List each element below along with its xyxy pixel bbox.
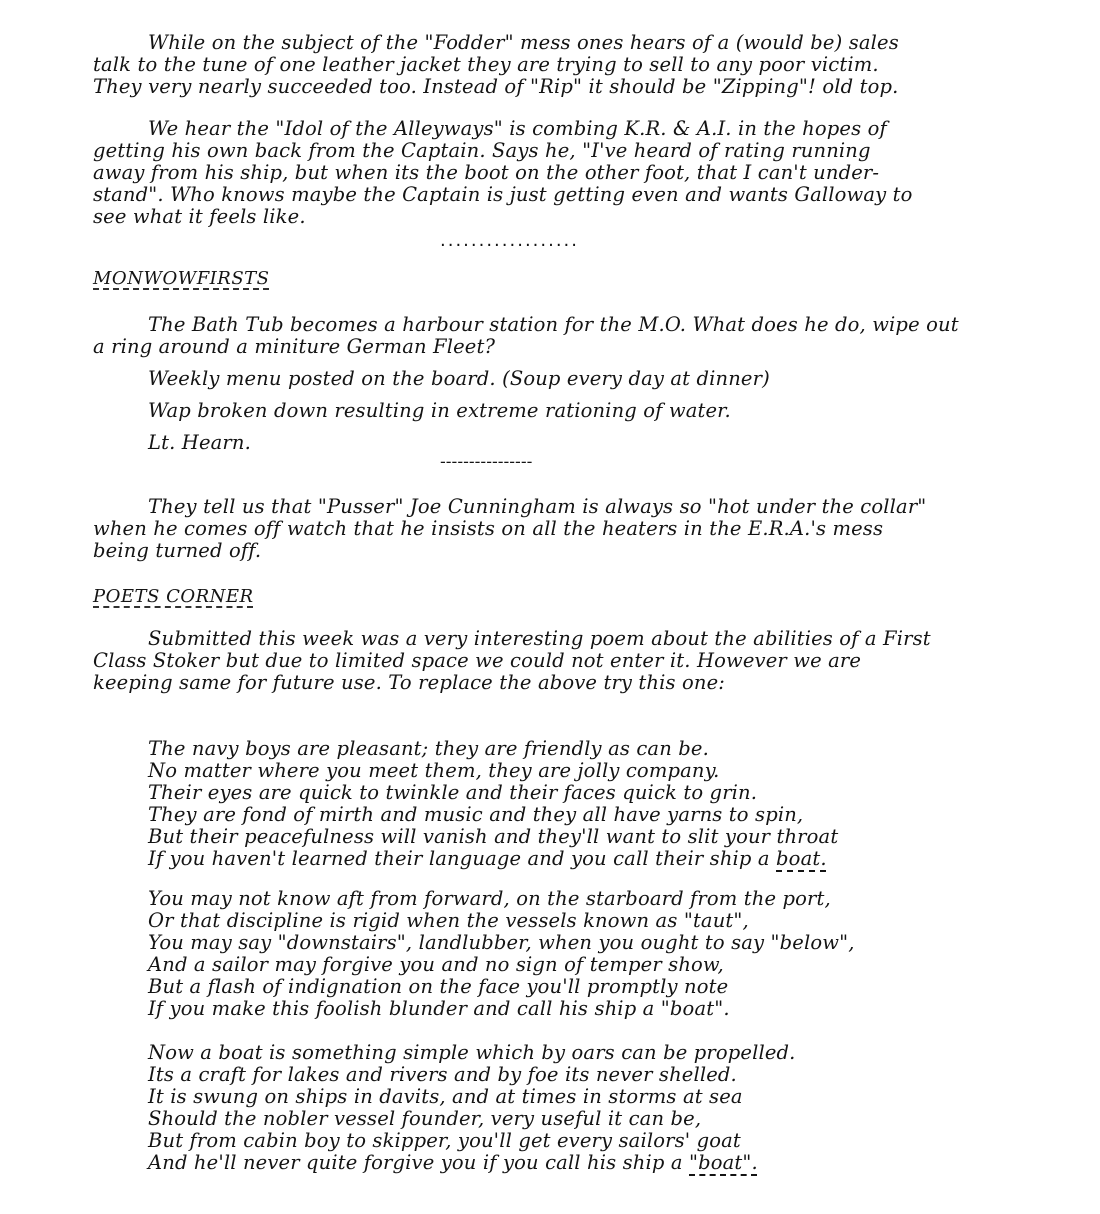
- poem-line: They are fond of mirth and music and they all have yarns to spin,: [148, 803, 804, 826]
- poem-line: Should the nobler vessel founder, very useful it can be,: [148, 1107, 702, 1130]
- poem-line: But a flash of indignation on the face you'll promptly note: [148, 975, 729, 998]
- text-line: They very nearly succeeded too. Instead of "Rip" it should be "Zipping"! old top.: [93, 75, 899, 98]
- poem-line: The navy boys are pleasant; they are friendly as can be.: [148, 737, 709, 760]
- poem-line-text: If you haven't learned their language and you call their ship a: [148, 847, 770, 870]
- text-line: away from his ship, but when its the boot on the other foot, that I can't under-: [93, 161, 880, 184]
- poem-line: [148, 848, 827, 870]
- text-line: being turned off.: [93, 539, 262, 562]
- text-line: talk to the tune of one leather jacket they are trying to sell to any poor victim.: [93, 53, 879, 76]
- list-item: Wap broken down resulting in extreme rationing of water.: [148, 399, 731, 422]
- poem-line: But from cabin boy to skipper, you'll get every sailors' goat: [148, 1129, 741, 1152]
- poem-line: You may say "downstairs", landlubber, when you ought to say "below",: [148, 931, 855, 954]
- text-line: stand". Who knows maybe the Captain is just getting even and wants Galloway to: [93, 183, 913, 206]
- text-line: They tell us that "Pusser" Joe Cunningham is always so "hot under the collar": [148, 495, 927, 518]
- dotted-separator: ..................: [440, 230, 579, 251]
- dashed-separator: ----------------: [440, 452, 533, 471]
- section-heading-monwowfirsts: MONWOWFIRSTS: [93, 268, 270, 289]
- text-line: Submitted this week was a very interesting poem about the abilities of a First: [148, 627, 931, 650]
- text-line: a ring around a miniture German Fleet?: [93, 335, 496, 358]
- text-line: While on the subject of the "Fodder" mess ones hears of a (would be) sales: [148, 31, 899, 54]
- list-item: Lt. Hearn.: [148, 431, 251, 454]
- poem-line: But their peacefulness will vanish and they'll want to slit your throat: [148, 825, 839, 848]
- text-line: when he comes off watch that he insists on all the heaters in the E.R.A.'s mess: [93, 517, 884, 540]
- poem-line: It is swung on ships in davits, and at times in storms at sea: [148, 1085, 743, 1108]
- list-item: Weekly menu posted on the board. (Soup every day at dinner): [148, 367, 770, 390]
- poem-line: If you make this foolish blunder and call his ship a "boat".: [148, 997, 730, 1020]
- text-line: We hear the "Idol of the Alleyways" is combing K.R. & A.I. in the hopes of: [148, 117, 887, 140]
- poem-line-text: And he'll never quite forgive you if you call his ship a: [148, 1151, 683, 1174]
- text-line: keeping same for future use. To replace the above try this one:: [93, 671, 726, 694]
- poem-line: Or that discipline is rigid when the vessels known as "taut",: [148, 909, 749, 932]
- poem-line: You may not know aft from forward, on the starboard from the port,: [148, 887, 831, 910]
- poem-line: No matter where you meet them, they are jolly company.: [148, 759, 720, 782]
- poem-line: And a sailor may forgive you and no sign of temper show,: [148, 953, 724, 976]
- underlined-word: boat.: [776, 847, 827, 870]
- section-heading-poets-corner: POETS CORNER: [93, 586, 254, 607]
- poem-line: Its a craft for lakes and rivers and by foe its never shelled.: [148, 1063, 737, 1086]
- text-line: getting his own back from the Captain. Says he, "I've heard of rating running: [93, 139, 871, 162]
- underlined-word: "boat".: [689, 1151, 758, 1174]
- text-line: see what it feels like.: [93, 205, 306, 228]
- poem-line: [148, 1152, 758, 1174]
- poem-line: Now a boat is something simple which by oars can be propelled.: [148, 1041, 796, 1064]
- poem-line: Their eyes are quick to twinkle and their faces quick to grin.: [148, 781, 758, 804]
- text-line: The Bath Tub becomes a harbour station for the M.O. What does he do, wipe out: [148, 313, 959, 336]
- text-line: Class Stoker but due to limited space we could not enter it. However we are: [93, 649, 862, 672]
